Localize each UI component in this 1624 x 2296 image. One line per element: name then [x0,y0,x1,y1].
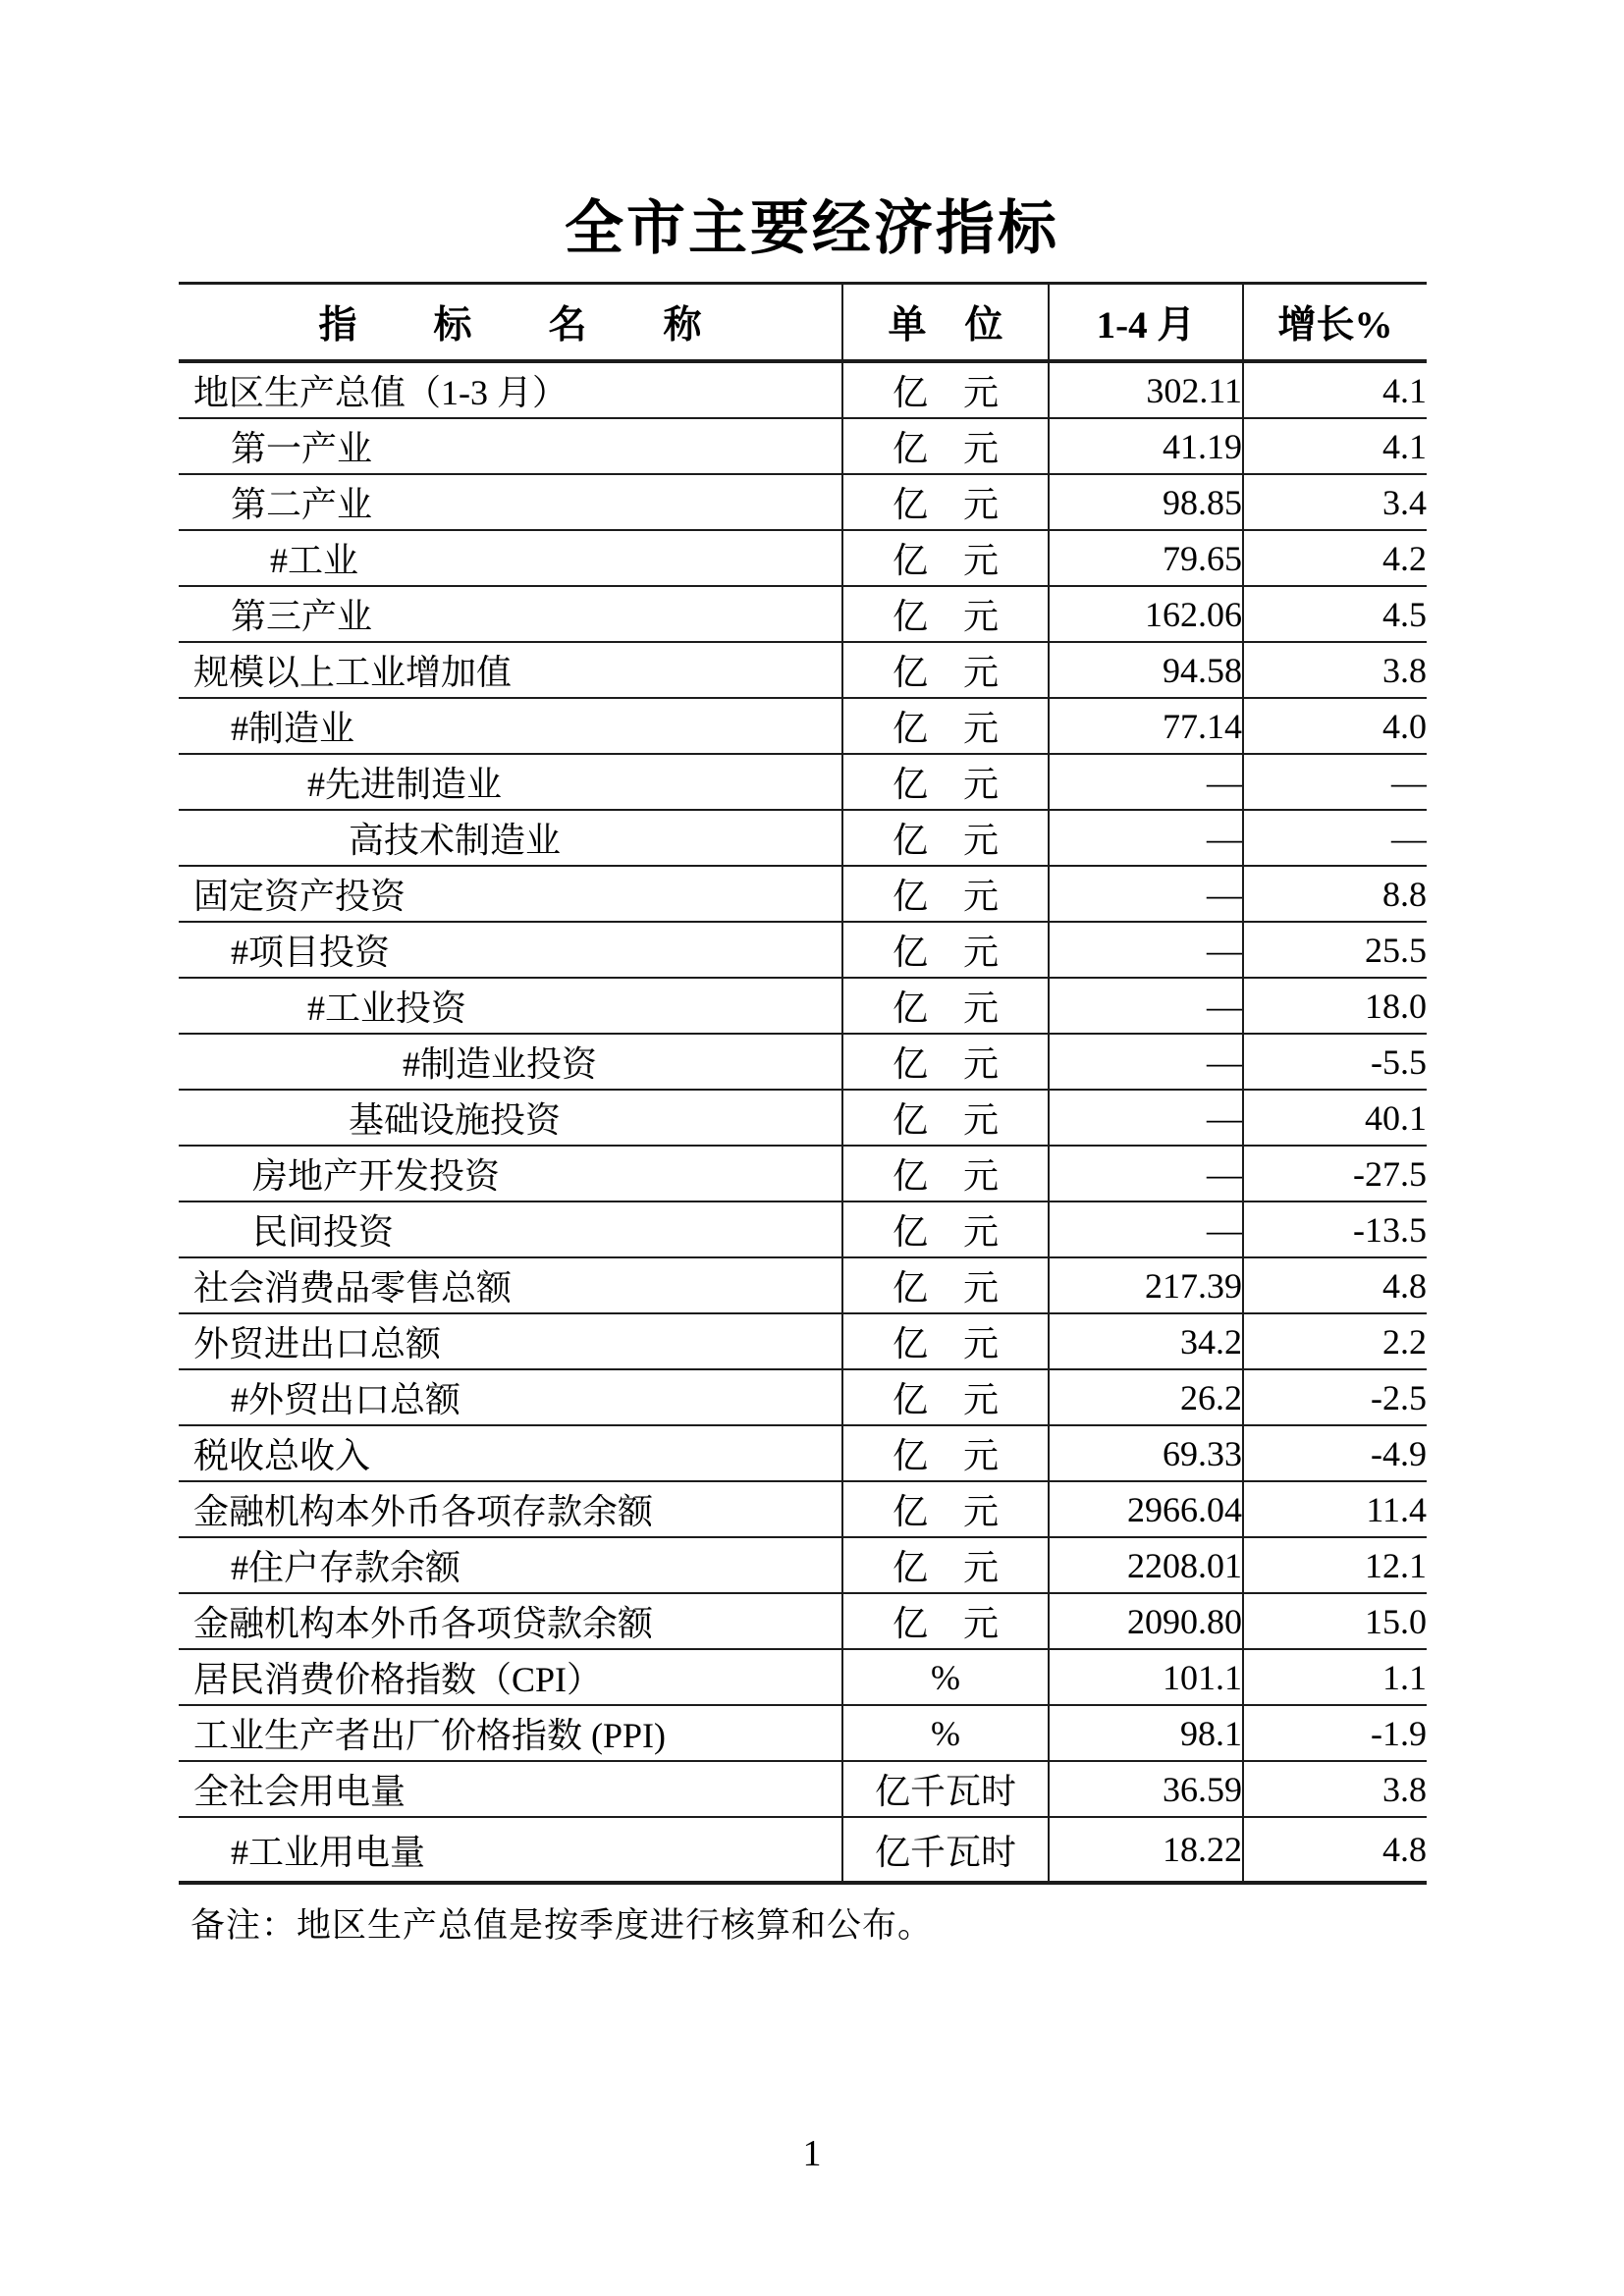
indicator-unit: 亿 元 [842,978,1049,1034]
table-row [179,1817,1427,1883]
indicator-value: 217.39 [1049,1257,1243,1313]
indicator-value: — [1049,754,1243,810]
indicator-value: 41.19 [1049,418,1243,474]
indicator-unit: 亿 元 [842,1593,1049,1649]
indicator-unit: 亿千瓦时 [842,1761,1049,1817]
indicator-value: 69.33 [1049,1425,1243,1481]
indicator-unit: 亿 元 [842,1034,1049,1090]
indicator-value: — [1049,1090,1243,1146]
indicator-value: 77.14 [1049,698,1243,754]
col-header-unit: 单 位 [842,284,1049,362]
indicator-value: 2090.80 [1049,1593,1243,1649]
table-row [179,698,1427,754]
indicator-unit: 亿 元 [842,1537,1049,1593]
indicator-unit: 亿 元 [842,1146,1049,1201]
indicator-name: 居民消费价格指数（CPI） [193,1660,603,1699]
indicator-name: #住户存款余额 [231,1548,461,1587]
indicator-name: #工业用电量 [231,1832,426,1872]
indicator-unit: 亿 元 [842,698,1049,754]
indicator-growth: -5.5 [1243,1034,1427,1090]
indicator-unit: 亿 元 [842,1257,1049,1313]
indicator-unit: 亿 元 [842,361,1049,418]
table-row [179,978,1427,1034]
table-row [179,754,1427,810]
indicator-value: 101.1 [1049,1649,1243,1705]
table-header [179,284,1427,362]
table-row [179,530,1427,586]
indicator-growth: -13.5 [1243,1201,1427,1257]
table-row [179,1313,1427,1369]
table-row [179,474,1427,530]
indicator-growth: 12.1 [1243,1537,1427,1593]
header-row [179,284,1427,362]
indicator-growth: 3.8 [1243,1761,1427,1817]
table-row [179,1369,1427,1425]
indicator-unit: % [842,1649,1049,1705]
indicator-value: 98.1 [1049,1705,1243,1761]
table-row [179,1146,1427,1201]
indicator-name: 规模以上工业增加值 [193,653,513,692]
indicator-name: 固定资产投资 [193,877,406,916]
table-row [179,1425,1427,1481]
col-header-indicator-name: 指 标 名 称 [318,304,702,347]
footnote: 备注：地区生产总值是按季度进行核算和公布。 [190,1906,934,1945]
indicator-growth: 2.2 [1243,1313,1427,1369]
indicator-unit: 亿 元 [842,1313,1049,1369]
indicator-value: — [1049,1034,1243,1090]
table-row [179,866,1427,922]
table-row [179,1257,1427,1313]
indicator-unit: 亿 元 [842,1481,1049,1537]
indicator-name: 全社会用电量 [193,1772,406,1811]
indicator-unit: 亿 元 [842,586,1049,642]
indicators-table [179,282,1427,1885]
indicator-unit: 亿 元 [842,1425,1049,1481]
indicator-growth: 4.1 [1243,361,1427,418]
table-row [179,1090,1427,1146]
indicator-value: 302.11 [1049,361,1243,418]
indicator-name: #工业投资 [307,988,467,1028]
table-body [179,361,1427,1883]
indicator-growth: 3.8 [1243,642,1427,698]
indicator-unit: 亿 元 [842,810,1049,866]
indicator-name: 第三产业 [231,597,373,636]
indicator-growth: 3.4 [1243,474,1427,530]
col-header-period: 1-4 月 [1049,284,1243,362]
table-row [179,418,1427,474]
indicator-name: 民间投资 [252,1212,395,1252]
indicator-growth: — [1243,810,1427,866]
indicator-unit: 亿 元 [842,1201,1049,1257]
indicator-growth: -27.5 [1243,1146,1427,1201]
indicator-name: 地区生产总值（1-3 月） [193,373,568,412]
indicator-unit: % [842,1705,1049,1761]
indicator-growth: -1.9 [1243,1705,1427,1761]
indicator-name: 房地产开发投资 [252,1156,501,1196]
indicator-name: 税收总收入 [193,1436,371,1475]
indicator-growth: 25.5 [1243,922,1427,978]
indicator-unit: 亿千瓦时 [842,1817,1049,1883]
indicator-value: 94.58 [1049,642,1243,698]
indicator-growth: 4.1 [1243,418,1427,474]
col-header-growth: 增长% [1243,284,1427,362]
indicator-growth: 40.1 [1243,1090,1427,1146]
table-row [179,1705,1427,1761]
indicator-name: 金融机构本外币各项存款余额 [193,1492,654,1531]
indicator-value: 34.2 [1049,1313,1243,1369]
table-row [179,1481,1427,1537]
table-row [179,1537,1427,1593]
indicator-value: 2208.01 [1049,1537,1243,1593]
indicator-value: 36.59 [1049,1761,1243,1817]
indicator-unit: 亿 元 [842,1090,1049,1146]
indicator-name: #制造业投资 [403,1044,598,1084]
table-row [179,1593,1427,1649]
table-row [179,1761,1427,1817]
indicator-unit: 亿 元 [842,474,1049,530]
table-row [179,642,1427,698]
table-row [179,922,1427,978]
indicator-name: #工业 [270,541,359,580]
indicator-value: 2966.04 [1049,1481,1243,1537]
indicator-growth: 15.0 [1243,1593,1427,1649]
indicator-value: — [1049,1201,1243,1257]
page-title: 全市主要经济指标 [565,195,1059,261]
table-row [179,586,1427,642]
indicator-name: #先进制造业 [307,765,503,804]
table-row [179,361,1427,418]
indicator-value: 18.22 [1049,1817,1243,1883]
indicator-name: #制造业 [231,709,355,748]
indicator-value: 79.65 [1049,530,1243,586]
indicator-unit: 亿 元 [842,754,1049,810]
indicator-growth: 11.4 [1243,1481,1427,1537]
indicator-name: 第二产业 [231,485,373,524]
indicator-name: #外贸出口总额 [231,1380,461,1419]
indicator-value: 162.06 [1049,586,1243,642]
indicator-growth: 18.0 [1243,978,1427,1034]
indicator-name: 第一产业 [231,429,373,468]
indicator-unit: 亿 元 [842,642,1049,698]
indicator-name: #项目投资 [231,933,391,972]
indicator-growth: 4.2 [1243,530,1427,586]
indicator-value: — [1049,922,1243,978]
indicator-growth: 4.8 [1243,1817,1427,1883]
indicator-unit: 亿 元 [842,1369,1049,1425]
indicator-growth: 4.8 [1243,1257,1427,1313]
table-row [179,810,1427,866]
indicator-unit: 亿 元 [842,922,1049,978]
table-row [179,1034,1427,1090]
indicator-unit: 亿 元 [842,530,1049,586]
indicator-growth: -4.9 [1243,1425,1427,1481]
indicator-name: 外贸进出口总额 [193,1324,442,1363]
indicator-value: — [1049,978,1243,1034]
indicator-value: — [1049,810,1243,866]
table-row [179,1201,1427,1257]
indicator-value: — [1049,1146,1243,1201]
indicator-growth: — [1243,754,1427,810]
indicator-value: 98.85 [1049,474,1243,530]
table-row [179,1649,1427,1705]
indicator-growth: 1.1 [1243,1649,1427,1705]
indicator-name: 社会消费品零售总额 [193,1268,513,1308]
indicator-growth: 8.8 [1243,866,1427,922]
indicator-name: 金融机构本外币各项贷款余额 [193,1604,654,1643]
indicator-value: — [1049,866,1243,922]
indicator-name: 基础设施投资 [349,1100,562,1140]
indicator-name: 高技术制造业 [349,821,562,860]
indicator-name: 工业生产者出厂价格指数 (PPI) [193,1716,667,1755]
indicator-unit: 亿 元 [842,418,1049,474]
page-number: 1 [802,2133,822,2174]
indicator-growth: 4.0 [1243,698,1427,754]
indicator-growth: 4.5 [1243,586,1427,642]
indicator-growth: -2.5 [1243,1369,1427,1425]
indicator-unit: 亿 元 [842,866,1049,922]
indicator-value: 26.2 [1049,1369,1243,1425]
